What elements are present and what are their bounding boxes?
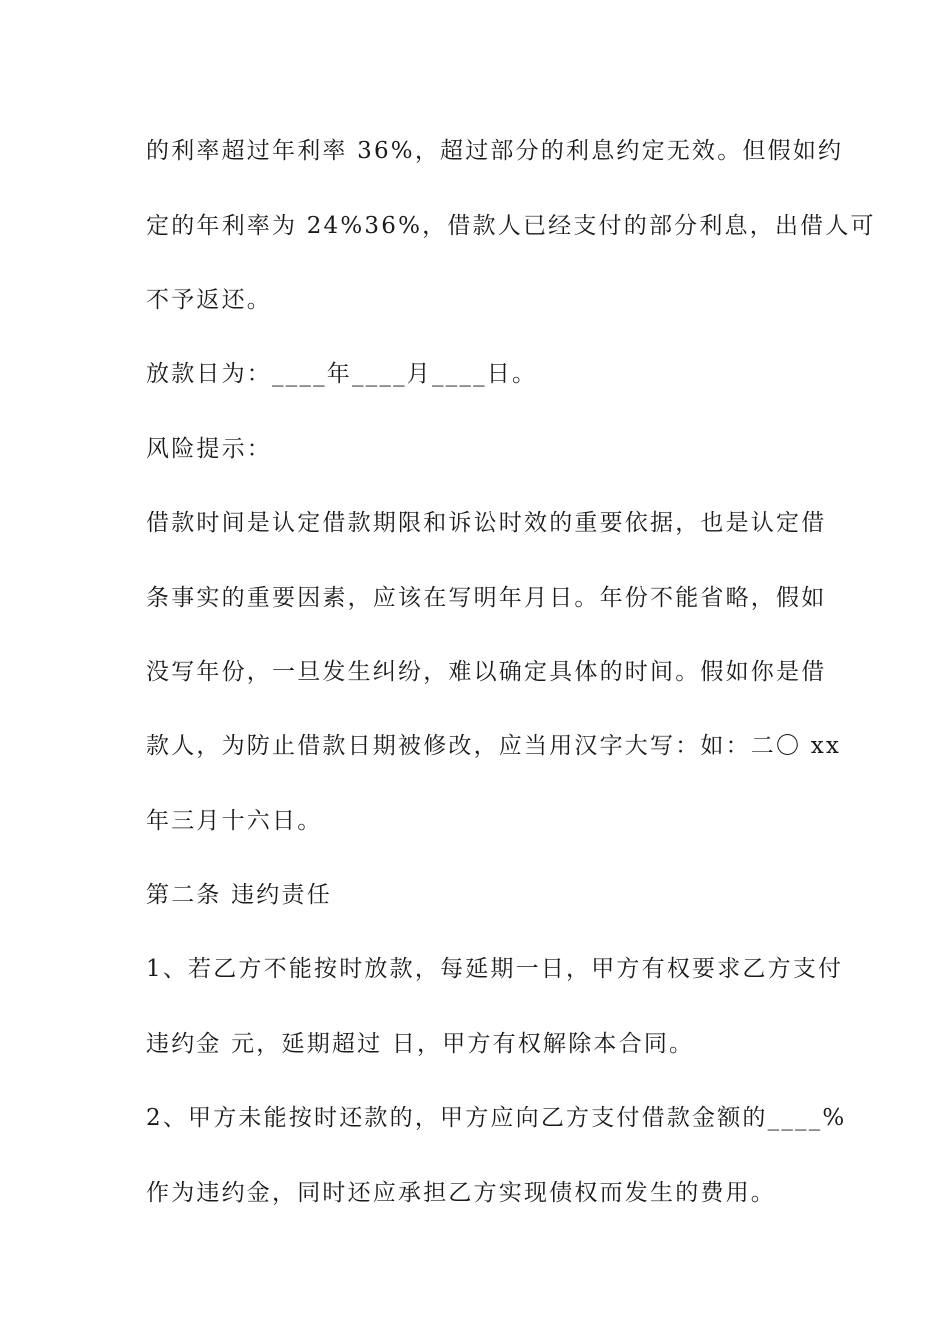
- paragraph-line: 定的年利率为 24%36%，借款人已经支付的部分利息，出借人可: [146, 213, 876, 239]
- paragraph-line: 款人，为防止借款日期被修改，应当用汉字大写：如：二〇 xx: [146, 733, 842, 759]
- clause-line: 2、甲方未能按时还款的，甲方应向乙方支付借款金额的____%: [146, 1105, 847, 1131]
- article-heading: 第二条 违约责任: [146, 882, 332, 908]
- paragraph-line: 不予返还。: [146, 287, 272, 313]
- risk-notice-heading: 风险提示：: [146, 436, 272, 462]
- clause-line: 违约金 元，延期超过 日，甲方有权解除本合同。: [146, 1031, 695, 1057]
- loan-date-line: 放款日为：____年____月____日。: [146, 361, 538, 387]
- clause-line: 作为违约金，同时还应承担乙方实现债权而发生的费用。: [146, 1180, 776, 1206]
- clause-line: 1、若乙方不能按时放款，每延期一日，甲方有权要求乙方支付: [146, 956, 844, 982]
- paragraph-line: 没写年份，一旦发生纠纷，难以确定具体的时间。假如你是借: [146, 659, 827, 685]
- paragraph-line: 的利率超过年利率 36%，超过部分的利息约定无效。但假如约: [146, 138, 844, 164]
- paragraph-line: 借款时间是认定借款期限和诉讼时效的重要依据，也是认定借: [146, 510, 827, 536]
- paragraph-line: 条事实的重要因素，应该在写明年月日。年份不能省略，假如: [146, 585, 827, 611]
- paragraph-line: 年三月十六日。: [146, 808, 323, 834]
